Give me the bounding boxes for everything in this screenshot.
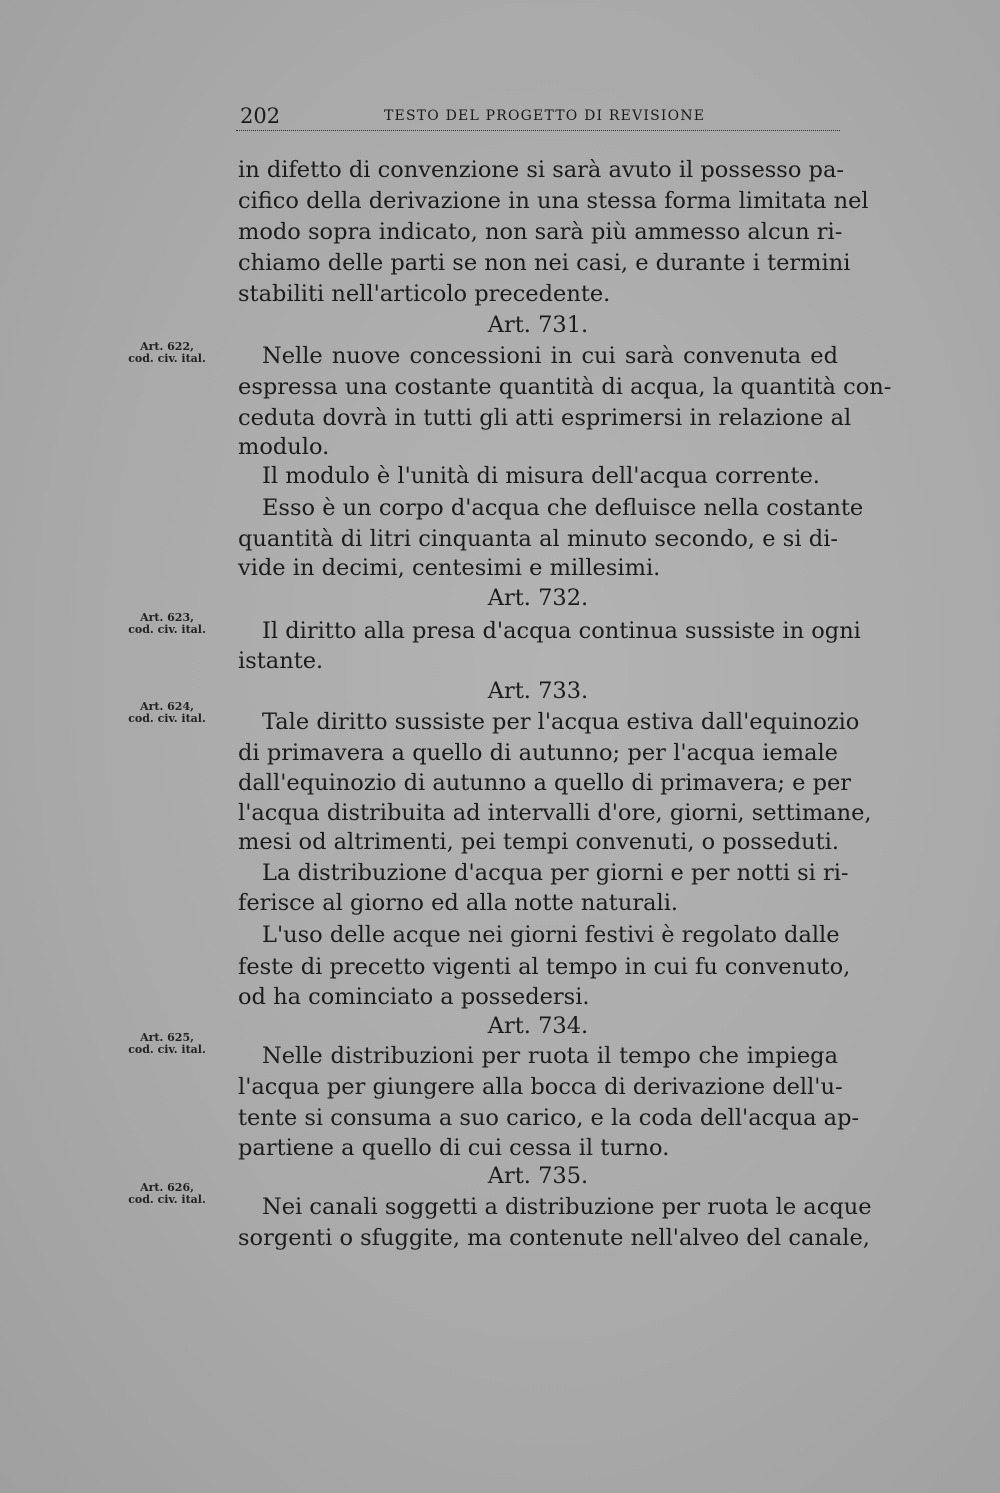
text-line: La distribuzione d'acqua per giorni e per notti si ri- — [262, 860, 849, 886]
text-line: od ha cominciato a possedersi. — [238, 984, 590, 1010]
margin-note-article: Art. 622, — [140, 340, 194, 353]
margin-note-art-622 — [112, 341, 222, 365]
text-line: feste di precetto vigenti al tempo in cui fu convenuto, — [238, 954, 851, 980]
text-line: Tale diritto sussiste per l'acqua estiva dall'equinozio — [262, 709, 860, 735]
text-line: ferisce al giorno ed alla notte naturali. — [238, 890, 679, 916]
running-head — [236, 104, 840, 131]
margin-note-art-623 — [112, 612, 222, 636]
article-heading-733: Art. 733. — [487, 678, 589, 704]
article-heading-732: Art. 732. — [487, 585, 589, 611]
text-line: tente si consuma a suo carico, e la coda dell'acqua ap- — [238, 1105, 860, 1131]
margin-note-article: Art. 624, — [140, 700, 194, 713]
margin-note-article: Art. 625, — [140, 1031, 194, 1044]
text-line: Esso è un corpo d'acqua che defluisce nella costante — [262, 495, 864, 521]
text-line: di primavera a quello di autunno; per l'acqua iemale — [238, 740, 838, 766]
text-line: l'acqua per giungere alla bocca di derivazione dell'u- — [238, 1074, 843, 1100]
text-line: espressa una costante quantità di acqua, la quantità con- — [238, 374, 892, 400]
margin-note-art-624 — [112, 701, 222, 725]
text-line: quantità di litri cinquanta al minuto secondo, e si di- — [238, 526, 838, 552]
article-heading-735: Art. 735. — [487, 1163, 589, 1189]
text-line: Il diritto alla presa d'acqua continua sussiste in ogni — [262, 618, 861, 644]
running-title: TESTO DEL PROGETTO DI REVISIONE — [384, 108, 706, 124]
margin-note-code: cod. civ. ital. — [128, 1193, 206, 1206]
text-line: Nei canali soggetti a distribuzione per ruota le acque — [262, 1194, 872, 1220]
text-line: Il modulo è l'unità di misura dell'acqua corrente. — [262, 463, 820, 489]
text-line: L'uso delle acque nei giorni festivi è regolato dalle — [262, 922, 840, 948]
text-line: l'acqua distribuita ad intervalli d'ore, giorni, settimane, — [238, 800, 872, 826]
text-line: chiamo delle parti se non nei casi, e durante i termini — [238, 250, 851, 276]
margin-note-code: cod. civ. ital. — [128, 712, 206, 725]
article-heading-734: Art. 734. — [487, 1013, 589, 1039]
page-number: 202 — [240, 104, 281, 128]
margin-note-code: cod. civ. ital. — [128, 1043, 206, 1056]
margin-note-article: Art. 626, — [140, 1181, 194, 1194]
text-line: modo sopra indicato, non sarà più ammesso alcun ri- — [238, 219, 843, 245]
text-line: Nelle distribuzioni per ruota il tempo che impiega — [262, 1043, 838, 1069]
margin-note-code: cod. civ. ital. — [128, 352, 206, 365]
text-line: sorgenti o sfuggite, ma contenute nell'alveo del canale, — [238, 1225, 870, 1251]
margin-note-art-625 — [112, 1032, 222, 1056]
margin-note-article: Art. 623, — [140, 611, 194, 624]
text-line: modulo. — [238, 434, 330, 460]
text-line: partiene a quello di cui cessa il turno. — [238, 1135, 670, 1161]
margin-note-code: cod. civ. ital. — [128, 623, 206, 636]
text-line: ceduta dovrà in tutti gli atti esprimersi in relazione al — [238, 405, 852, 431]
text-line: mesi od altrimenti, pei tempi convenuti, o posseduti. — [238, 829, 839, 855]
text-line: dall'equinozio di autunno a quello di primavera; e per — [238, 770, 852, 796]
text-line: in difetto di convenzione si sarà avuto il possesso pa- — [238, 157, 844, 183]
text-line: cifico della derivazione in una stessa forma limitata nel — [238, 188, 869, 214]
text-line: vide in decimi, centesimi e millesimi. — [238, 555, 661, 581]
text-line: Nelle nuove concessioni in cui sarà convenuta ed — [262, 343, 838, 369]
text-line: stabiliti nell'articolo precedente. — [238, 281, 611, 307]
text-line: istante. — [238, 648, 324, 674]
article-heading-731: Art. 731. — [487, 312, 589, 338]
margin-note-art-626 — [112, 1182, 222, 1206]
